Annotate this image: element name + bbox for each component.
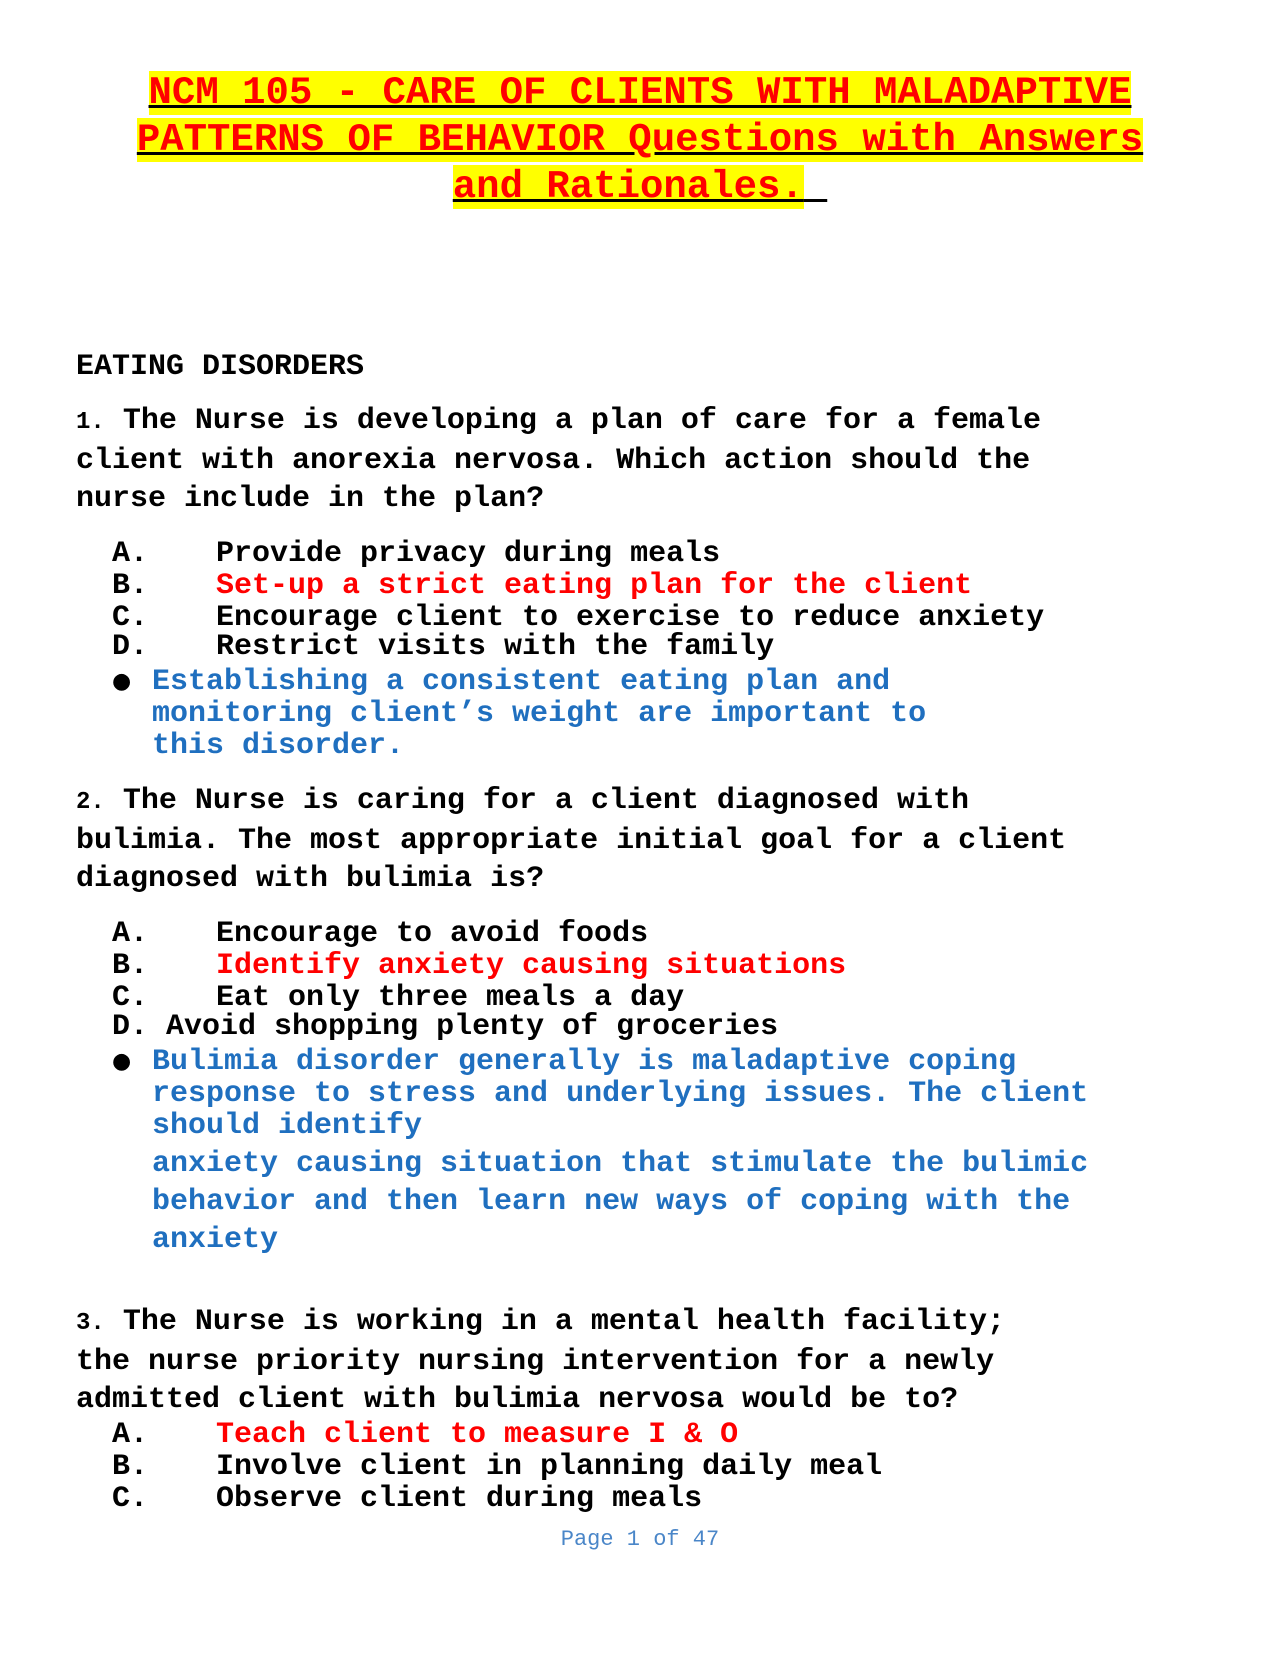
rationale-line: this disorder. bbox=[152, 729, 405, 763]
question-stem-line: nurse include in the plan? bbox=[76, 482, 545, 516]
question-stem-line: admitted client with bulimia nervosa would be to? bbox=[76, 1383, 959, 1417]
rationale-line: anxiety causing situation that stimulate the bulimic bbox=[152, 1147, 1089, 1181]
option-b-correct: B. Set-up a strict eating plan for the client bbox=[112, 569, 973, 603]
rationale-line: response to stress and underlying issues. The client bbox=[152, 1077, 1089, 1111]
question-stem-line: diagnosed with bulimia is? bbox=[76, 862, 545, 896]
question-1 bbox=[76, 402, 1206, 518]
option-a: A. Provide privacy during meals bbox=[112, 537, 721, 571]
page-footer: Page 1 of 47 bbox=[560, 1527, 720, 1552]
bullet-icon: ● bbox=[112, 1049, 132, 1074]
rationale-line: monitoring client’s weight are important to bbox=[152, 697, 927, 731]
section-heading: EATING DISORDERS bbox=[76, 350, 365, 384]
title-line-2: PATTERNS OF BEHAVIOR Questions with Answers bbox=[136, 118, 1144, 162]
options-list-3 bbox=[112, 1419, 882, 1515]
title-line-1: NCM 105 - CARE OF CLIENTS WITH MALADAPTIVE bbox=[148, 71, 1132, 115]
question-stem-line: bulimia. The most appropriate initial goal for a client bbox=[76, 824, 1067, 858]
question-stem-line: The Nurse is caring for a client diagnosed with bbox=[122, 784, 969, 818]
rationale-1 bbox=[112, 666, 1212, 762]
option-c: C. Observe client during meals bbox=[112, 1482, 703, 1516]
question-number: 2. bbox=[76, 789, 105, 816]
question-stem-line: client with anorexia nervosa. Which action should the bbox=[76, 444, 1031, 478]
question-number: 3. bbox=[76, 1310, 105, 1337]
question-3 bbox=[76, 1303, 1206, 1419]
document-title bbox=[60, 70, 1220, 211]
question-stem-line: the nurse priority nursing intervention for a newly bbox=[76, 1345, 995, 1379]
options-list-1 bbox=[112, 538, 1044, 663]
bullet-icon: ● bbox=[112, 669, 132, 694]
option-a-correct: A. Teach client to measure I & O bbox=[112, 1418, 739, 1452]
rationale-2 bbox=[112, 1046, 1212, 1259]
title-line-3: and Rationales. bbox=[452, 165, 804, 209]
option-d: D. Restrict visits with the family bbox=[112, 630, 775, 664]
question-stem-line: The Nurse is working in a mental health facility; bbox=[122, 1305, 1005, 1339]
option-b-correct: B. Identify anxiety causing situations bbox=[112, 949, 847, 983]
option-c: C. Eat only three meals a day bbox=[112, 981, 685, 1015]
option-a: A. Encourage to avoid foods bbox=[112, 917, 649, 951]
option-d: D. Avoid shopping plenty of groceries bbox=[112, 1010, 779, 1044]
question-stem-line: The Nurse is developing a plan of care for a female bbox=[122, 404, 1041, 438]
rationale-line: anxiety bbox=[152, 1223, 279, 1257]
rationale-line: Establishing a consistent eating plan and bbox=[152, 665, 891, 699]
option-b: B. Involve client in planning daily meal bbox=[112, 1450, 883, 1484]
question-number: 1. bbox=[76, 409, 105, 436]
options-list-2 bbox=[112, 918, 846, 1043]
question-2 bbox=[76, 782, 1206, 898]
rationale-line: Bulimia disorder generally is maladaptive coping bbox=[152, 1045, 1017, 1079]
option-c: C. Encourage client to exercise to reduce anxiety bbox=[112, 601, 1045, 635]
rationale-line: should identify bbox=[152, 1109, 423, 1143]
rationale-line: behavior and then learn new ways of coping with the bbox=[152, 1185, 1071, 1219]
